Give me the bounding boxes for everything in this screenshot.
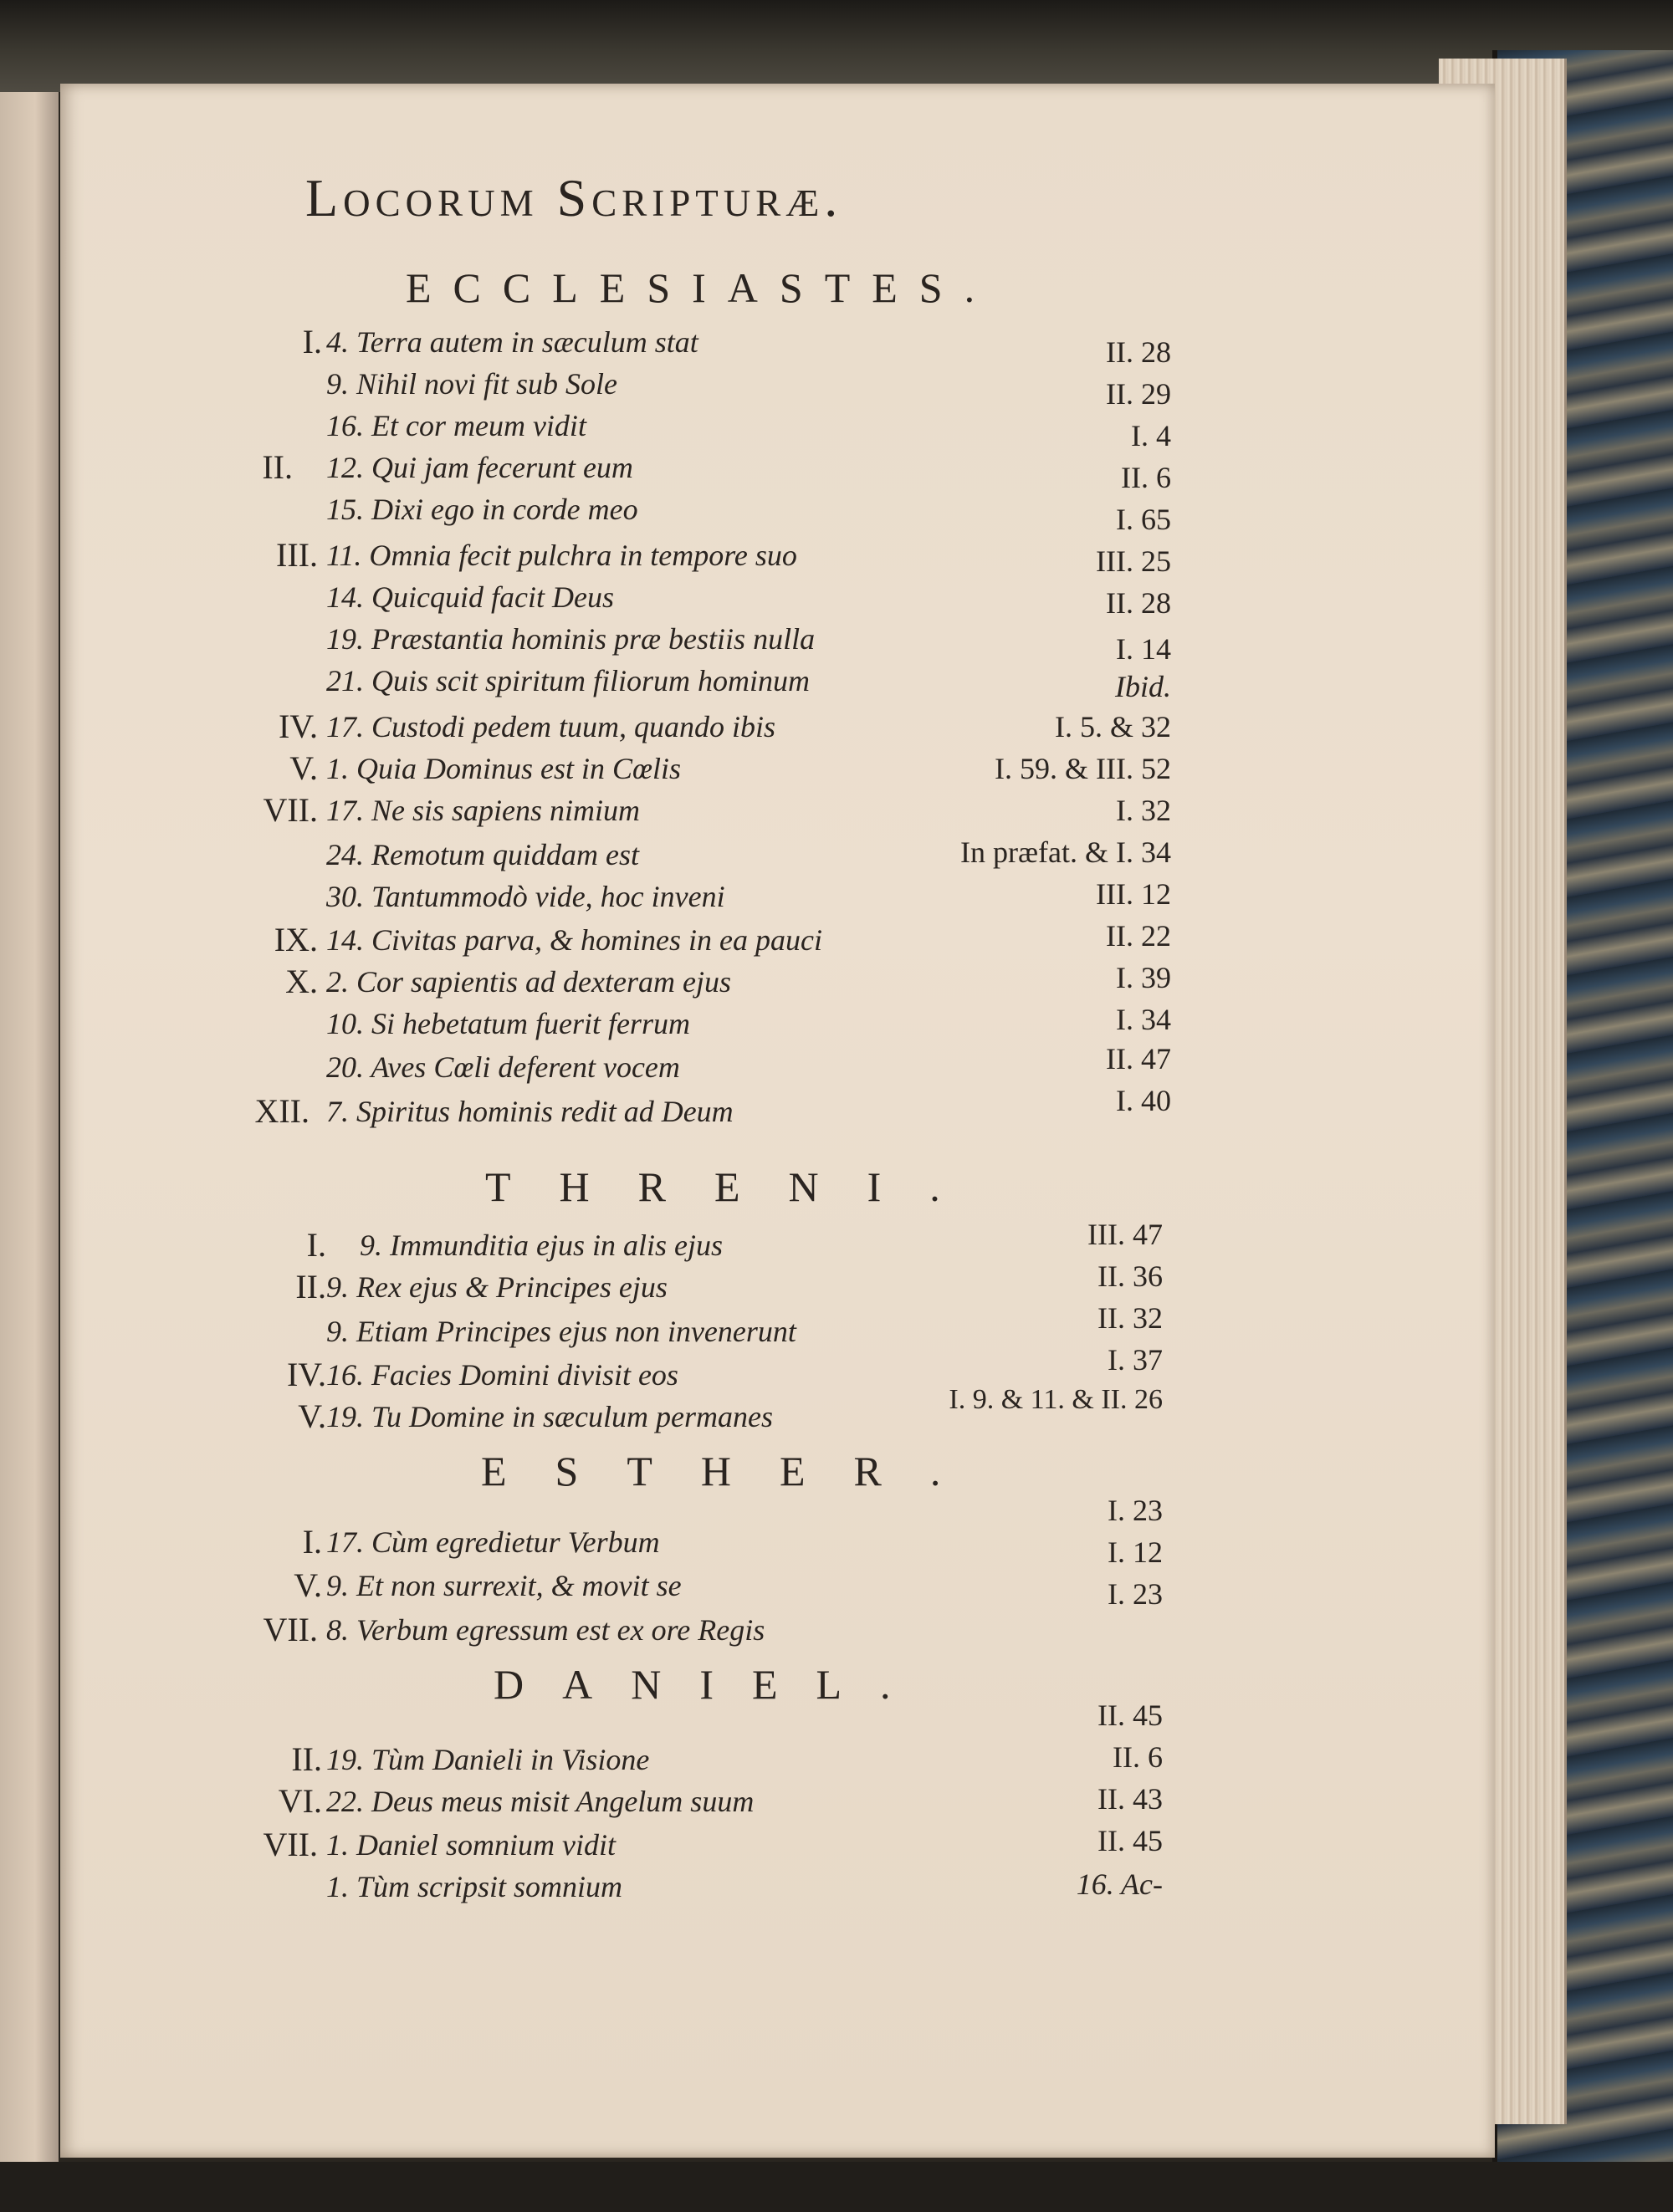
page-reference: II. 6: [1121, 461, 1171, 494]
chapter-label: VII.: [263, 1611, 318, 1648]
page-reference: II. 45: [1097, 1824, 1163, 1857]
verse-entry: 17. Custodi pedem tuum, quando ibis: [326, 710, 775, 743]
page-reference: Ibid.: [1115, 670, 1171, 703]
section-title-ecclesiastes: ECCLESIASTES.: [406, 264, 997, 311]
verse-entry: 1. Tùm scripsit somnium: [326, 1870, 623, 1903]
chapter-label: V.: [294, 1566, 322, 1604]
verse-entry: 15. Dixi ego in corde meo: [326, 493, 638, 526]
page-reference: III. 12: [1096, 877, 1171, 911]
page-reference: III. 47: [1087, 1218, 1163, 1251]
page-reference: II. 28: [1106, 335, 1171, 369]
verse-entry: 12. Qui jam fecerunt eum: [326, 451, 633, 484]
page-reference: III. 25: [1096, 544, 1171, 578]
book-cover-top-edge: [0, 0, 1673, 92]
page-reference: I. 23: [1108, 1494, 1163, 1527]
verse-entry: 8. Verbum egressum est ex ore Regis: [326, 1613, 765, 1647]
chapter-label: I.: [306, 1226, 326, 1264]
page-reference: I. 37: [1108, 1343, 1163, 1377]
page-reference: In præfat. & I. 34: [960, 835, 1171, 869]
verse-entry: 16. Et cor meum vidit: [326, 409, 586, 442]
verse-entry: 17. Cùm egredietur Verbum: [326, 1525, 660, 1559]
verse-entry: 9. Et non surrexit, & movit se: [326, 1569, 682, 1602]
chapter-label: XII.: [254, 1092, 310, 1130]
verse-entry: 14. Civitas parva, & homines in ea pauci: [326, 923, 822, 957]
page-reference: I. 9. & 11. & II. 26: [949, 1384, 1163, 1415]
book-bottom-edge: [0, 2162, 1673, 2212]
page-reference: I. 40: [1116, 1084, 1171, 1117]
verse-entry: 9. Nihil novi fit sub Sole: [326, 367, 617, 401]
facing-page-edge: [0, 92, 59, 2183]
page-reference: I. 34: [1116, 1003, 1171, 1036]
page-reference: II. 43: [1097, 1782, 1163, 1816]
verse-entry: 1. Quia Dominus est in Cœlis: [326, 752, 682, 785]
page-reference: I. 39: [1116, 961, 1171, 994]
chapter-label: VII.: [263, 1826, 318, 1863]
page-reference: II. 45: [1097, 1699, 1163, 1732]
page-reference: I. 12: [1108, 1535, 1163, 1569]
verse-entry: 9. Immunditia ejus in alis ejus: [360, 1229, 723, 1262]
page-reference: II. 32: [1097, 1301, 1163, 1335]
page-reference: I. 65: [1116, 503, 1171, 536]
page-reference: II. 22: [1106, 919, 1171, 953]
page-reference: II. 29: [1106, 377, 1171, 411]
verse-entry: 30. Tantummodò vide, hoc inveni: [326, 880, 725, 913]
chapter-label: II.: [295, 1268, 326, 1305]
verse-entry: 4. Terra autem in sæculum stat: [326, 325, 698, 359]
page-reference: I. 5. & 32: [1055, 710, 1171, 743]
verse-entry: 10. Si hebetatum fuerit ferrum: [326, 1007, 690, 1040]
verse-entry: 14. Quicquid facit Deus: [326, 580, 614, 614]
chapter-label: II.: [291, 1740, 322, 1778]
verse-entry: 2. Cor sapientis ad dexteram ejus: [326, 965, 731, 999]
page-reference: II. 28: [1106, 586, 1171, 620]
page-reference: II. 36: [1097, 1259, 1163, 1293]
verse-entry: 20. Aves Cœli deferent vocem: [326, 1050, 680, 1084]
chapter-label: III.: [276, 536, 318, 574]
verse-entry: 19. Præstantia hominis præ bestiis nulla: [326, 622, 816, 656]
verse-entry: 16. Facies Domini divisit eos: [326, 1358, 678, 1392]
page-reference: I. 23: [1108, 1577, 1163, 1611]
page-reference: I. 4: [1131, 419, 1171, 452]
chapter-label: I.: [302, 1523, 322, 1561]
verse-entry: 19. Tu Domine in sæculum permanes: [326, 1400, 773, 1433]
chapter-label: IV.: [286, 1356, 326, 1393]
page-reference: I. 14: [1116, 632, 1171, 666]
chapter-label: IX.: [274, 921, 318, 958]
section-title-daniel: DANIEL.: [494, 1661, 929, 1708]
page-reference: II. 47: [1106, 1042, 1171, 1075]
running-head: Locorum Scripturæ.: [305, 168, 843, 227]
verse-entry: 19. Tùm Danieli in Visione: [326, 1743, 650, 1776]
chapter-label: VII.: [263, 791, 318, 829]
chapter-label: V.: [298, 1397, 326, 1435]
section-title-threni: THRENI.: [485, 1163, 989, 1210]
chapter-label: I.: [302, 323, 322, 360]
chapter-label: II.: [262, 448, 293, 486]
verse-entry: 21. Quis scit spiritum filiorum hominum: [326, 664, 811, 697]
verse-entry: 9. Etiam Principes ejus non invenerunt: [326, 1315, 796, 1348]
chapter-label: IV.: [278, 708, 318, 745]
section-title-esther: ESTHER.: [481, 1448, 990, 1494]
verse-entry: 9. Rex ejus & Principes ejus: [326, 1270, 668, 1304]
page-reference: II. 6: [1113, 1740, 1163, 1774]
page-reference: I. 32: [1116, 794, 1171, 827]
verse-entry: 24. Remotum quiddam est: [326, 838, 639, 871]
verse-entry: 1. Daniel somnium vidit: [326, 1828, 616, 1862]
chapter-label: VI.: [278, 1782, 322, 1820]
verse-entry: 7. Spiritus hominis redit ad Deum: [326, 1095, 734, 1128]
verse-entry: 17. Ne sis sapiens nimium: [326, 794, 641, 827]
chapter-label: X.: [285, 963, 318, 1000]
page-reference: I. 59. & III. 52: [995, 752, 1171, 785]
verse-entry: 11. Omnia fecit pulchra in tempore suo: [326, 539, 797, 572]
chapter-label: V.: [289, 749, 318, 787]
catchword: 16. Ac-: [1076, 1867, 1163, 1901]
verse-entry: 22. Deus meus misit Angelum suum: [326, 1785, 755, 1818]
